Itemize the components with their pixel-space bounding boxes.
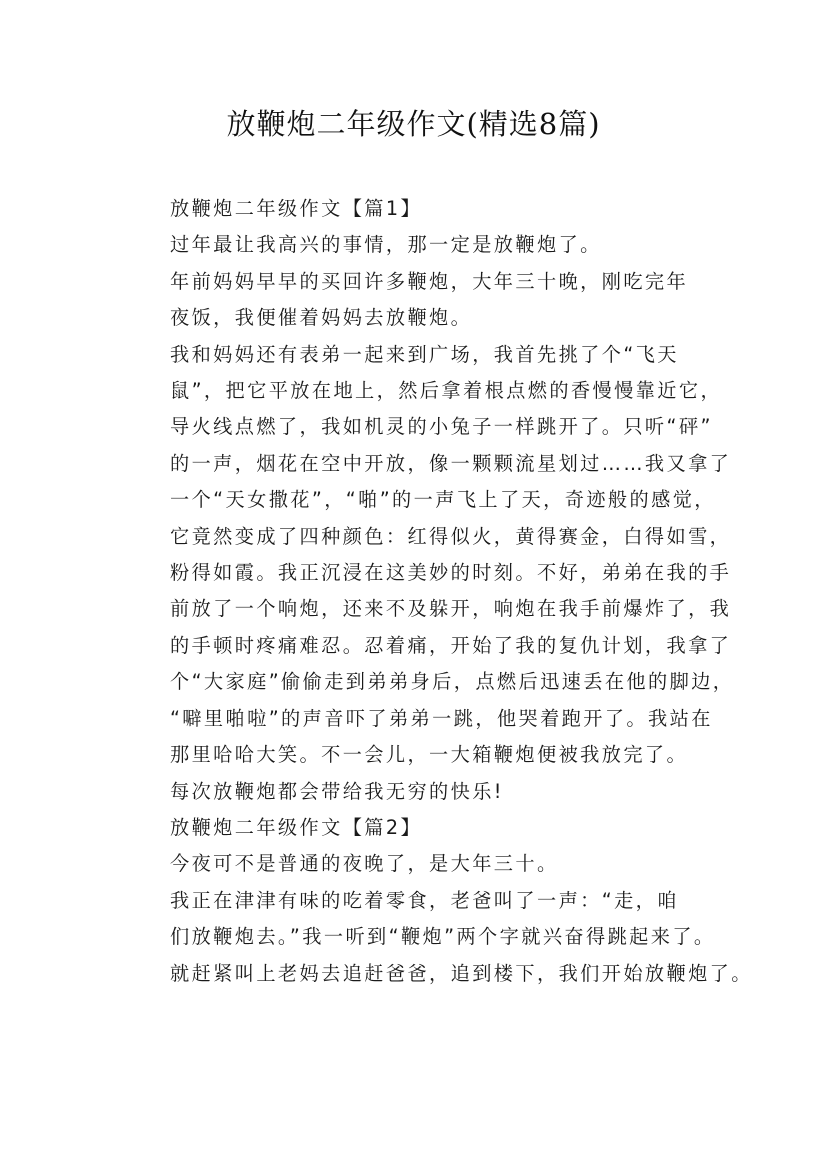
paragraph bbox=[127, 191, 717, 227]
text-line: 年前妈妈早早的买回许多鞭炮，大年三十晚，刚吃完年 bbox=[170, 269, 689, 293]
text-line: 今夜可不是普通的夜晚了，是大年三十。 bbox=[170, 852, 559, 876]
text-line: 们放鞭炮去。”我一听到“鞭炮”两个字就兴奋得跳起来了。 bbox=[170, 925, 716, 949]
paragraph bbox=[127, 337, 735, 774]
text-line: 每次放鞭炮都会带给我无穷的快乐! bbox=[170, 779, 504, 803]
text-line: 导火线点燃了，我如机灵的小兔子一样跳开了。只听“砰” bbox=[170, 415, 713, 439]
document-title: 放鞭炮二年级作文(精选8篇) bbox=[226, 107, 601, 141]
paragraph bbox=[127, 227, 717, 263]
paragraph bbox=[127, 810, 717, 846]
text-line: 我正在津津有味的吃着零食，老爸叫了一声：“走，咱 bbox=[170, 888, 679, 912]
text-line: 那里哈哈大笑。不一会儿，一大箱鞭炮便被我放完了。 bbox=[170, 743, 689, 767]
text-line: 鼠”，把它平放在地上，然后拿着根点燃的香慢慢靠近它， bbox=[170, 379, 723, 403]
text-line: 过年最让我高兴的事情，那一定是放鞭炮了。 bbox=[170, 233, 602, 257]
text-line: “噼里啪啦”的声音吓了弟弟一跳，他哭着跑开了。我站在 bbox=[170, 706, 713, 730]
paragraph bbox=[127, 883, 753, 992]
text-line: 粉得如霞。我正沉浸在这美妙的时刻。不好，弟弟在我的手 bbox=[170, 561, 732, 585]
paragraph bbox=[127, 264, 717, 337]
text-line: 个“大家庭”偷偷走到弟弟身后，点燃后迅速丢在他的脚边， bbox=[170, 670, 735, 694]
text-line: 一个“天女撒花”，“啪”的一声飞上了天，奇迹般的感觉， bbox=[170, 488, 716, 512]
text-line: 就赶紧叫上老妈去追赶爸爸，追到楼下，我们开始放鞭炮了。 bbox=[170, 961, 753, 985]
paragraph bbox=[127, 774, 717, 810]
text-line: 放鞭炮二年级作文【篇2】 bbox=[170, 815, 423, 839]
document-body bbox=[127, 191, 753, 992]
text-line: 的一声，烟花在空中开放，像一颗颗流星划过……我又拿了 bbox=[170, 451, 732, 475]
paragraph bbox=[127, 846, 717, 882]
text-line: 夜饭，我便催着妈妈去放鞭炮。 bbox=[170, 306, 473, 330]
text-line: 前放了一个响炮，还来不及躲开，响炮在我手前爆炸了，我 bbox=[170, 597, 732, 621]
text-line: 放鞭炮二年级作文【篇1】 bbox=[170, 197, 423, 220]
text-line: 的手顿时疼痛难忍。忍着痛，开始了我的复仇计划，我拿了 bbox=[170, 633, 732, 657]
text-line: 我和妈妈还有表弟一起来到广场，我首先挑了个“飞天 bbox=[170, 342, 679, 366]
text-line: 它竟然变成了四种颜色：红得似火，黄得赛金，白得如雪， bbox=[170, 524, 732, 548]
